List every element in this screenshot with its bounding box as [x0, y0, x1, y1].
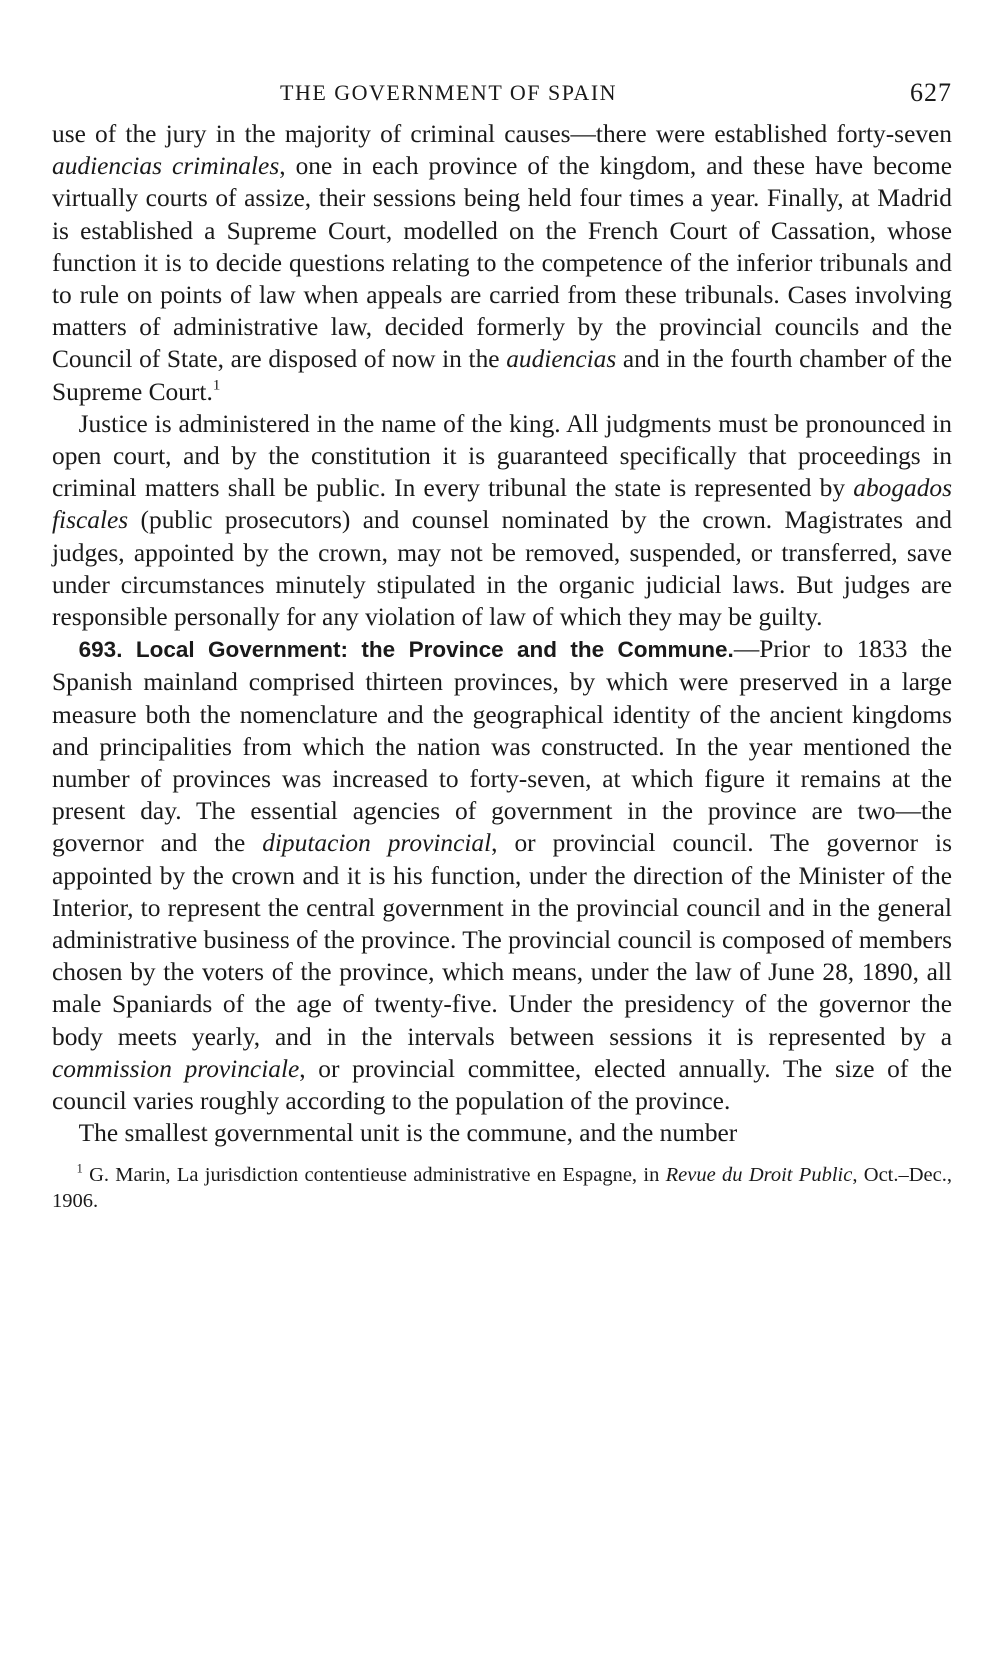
running-header — [52, 70, 952, 110]
text-run: and in the fourth chamber of the Supreme Court. — [52, 345, 952, 406]
text-run: The smallest governmental unit is the commune, and the number — [78, 1119, 738, 1148]
section-heading: 693. Local Government: the Province and the Commune. — [78, 637, 734, 663]
italic-term: audiencias — [506, 345, 617, 374]
paragraph-commune — [52, 1117, 952, 1149]
italic-term: abogados fiscales — [52, 474, 952, 535]
italic-title: Revue du Droit Public — [665, 1163, 853, 1186]
text-run: , or provincial council. The governor is appointed by the crown and it is his function, under the direction of the Minister of the Interior, to represent the central government in the provincial council and in the general administrative business of the province. The provincial council is composed of members chosen by the voters of the province, which means, under the law of June 28, 1890, all male Spaniards of the age of twenty-five. Under the presidency of the governor the body meets yearly, and in the intervals between sessions it is represented by a — [52, 829, 952, 1051]
body-text — [52, 118, 952, 1150]
italic-term: commission provinciale — [52, 1054, 300, 1083]
text-run: , one in each province of the kingdom, and these have become virtually courts of assize, their sessions being held four times a year. Finally, at Madrid is established a Supreme Court, modelled on the French Court of Cassation, whose function it is to decide questions relating to the competence of the inferior tribunals and to rule on points of law when appeals are carried from these tribunals. Cases involving matters of administrative law, decided formerly by the provincial councils and the Council of State, are disposed of now in the — [52, 152, 952, 374]
paragraph-justice — [52, 408, 952, 633]
italic-term: audiencias criminales — [52, 152, 280, 181]
running-title: THE GOVERNMENT OF SPAIN — [280, 80, 618, 105]
footnote-reference: 1 — [212, 375, 221, 393]
italic-term: diputacion provincial — [262, 829, 492, 858]
footnote-marker: 1 — [76, 1160, 83, 1175]
paragraph-courts — [52, 118, 952, 408]
text-run: , Oct.–Dec., 1906. — [52, 1163, 952, 1212]
book-page — [52, 70, 952, 1214]
text-run: —Prior to 1833 the Spanish mainland comprised thirteen provinces, by which were preserved in a large measure both the nomenclature and the geographical identity of the ancient kingdoms and principalities from which the nation was constructed. In the year mentioned the number of provinces was increased to forty-seven, at which figure it remains at the present day. The essential agencies of government in the province are two—the governor and the — [52, 635, 953, 858]
paragraph-local-government — [52, 633, 952, 1117]
text-run: Justice is administered in the name of the king. All judgments must be pronounced in open court, and by the constitution it is guaranteed specifically that proceedings in criminal matters shall be public. In every tribunal the state is represented by — [52, 409, 952, 503]
text-run: (public prosecutors) and counsel nominated by the crown. Magistrates and judges, appointed by the crown, may not be removed, suspended, or transferred, save under circumstances minutely stipulated in the organic judicial laws. But judges are responsible personally for any violation of law of which they may be guilty. — [52, 506, 952, 632]
text-run: , or provincial committee, elected annually. The size of the council varies roughly according to the population of the province. — [52, 1054, 952, 1116]
text-run: G. Marin, La jurisdiction contentieuse administrative en Espagne, in — [82, 1163, 666, 1186]
footnote — [52, 1162, 952, 1214]
page-number: 627 — [910, 78, 952, 107]
text-run: use of the jury in the majority of criminal causes—there were established forty-seven — [52, 120, 952, 148]
